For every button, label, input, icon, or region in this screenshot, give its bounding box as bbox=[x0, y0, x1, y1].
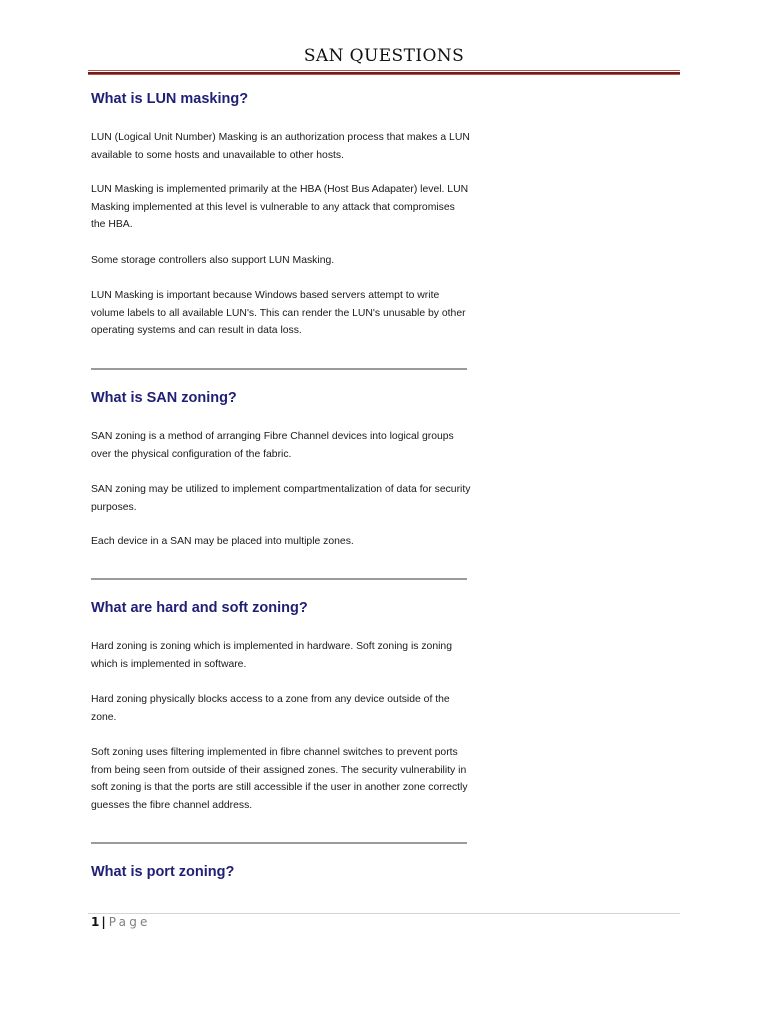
paragraph: LUN (Logical Unit Number) Masking is an authorization process that makes a LUN available to some hosts and unavailable to other hosts. bbox=[91, 132, 470, 161]
section-divider bbox=[91, 578, 467, 580]
paragraph: LUN Masking is implemented primarily at the HBA (Host Bus Adapater) level. LUN Masking implemented at this level is vulnerable to any attack that compromises the HBA. bbox=[91, 184, 469, 231]
paragraph: Soft zoning uses filtering implemented in fibre channel switches to prevent ports from being seen from outside of their assigned zones. The security vulnerability in soft zoning is that the ports are still accessible if the user in another zone correctly guesses the fibre channel address. bbox=[91, 747, 468, 811]
footer-separator: | bbox=[101, 915, 106, 929]
paragraph: Hard zoning is zoning which is implemented in hardware. Soft zoning is zoning which is implemented in software. bbox=[91, 641, 452, 670]
page-footer bbox=[91, 915, 151, 929]
question-heading-san-zoning: What is SAN zoning? bbox=[91, 390, 237, 406]
paragraph: SAN zoning may be utilized to implement compartmentalization of data for security purposes. bbox=[91, 484, 471, 513]
question-heading-port-zoning: What is port zoning? bbox=[91, 864, 235, 880]
paragraph: Hard zoning physically blocks access to a zone from any device outside of the zone. bbox=[91, 694, 450, 723]
section-divider bbox=[91, 368, 467, 370]
header-rule bbox=[88, 70, 680, 75]
footer-rule bbox=[88, 913, 680, 914]
question-heading-hard-soft-zoning: What are hard and soft zoning? bbox=[91, 600, 308, 616]
paragraph: LUN Masking is important because Windows based servers attempt to write volume labels to all available LUN's. This can render the LUN's unusable by other operating systems and can result in data loss. bbox=[91, 290, 466, 337]
paragraph: SAN zoning is a method of arranging Fibre Channel devices into logical groups over the physical configuration of the fabric. bbox=[91, 431, 454, 460]
paragraph: Each device in a SAN may be placed into multiple zones. bbox=[91, 536, 354, 547]
paragraph: Some storage controllers also support LUN Masking. bbox=[91, 255, 335, 266]
question-heading-lun-masking: What is LUN masking? bbox=[91, 91, 249, 107]
page-label: Page bbox=[108, 915, 151, 929]
page-number: 1 bbox=[91, 915, 100, 929]
page-header-title: SAN QUESTIONS bbox=[303, 46, 465, 66]
section-divider bbox=[91, 842, 467, 844]
